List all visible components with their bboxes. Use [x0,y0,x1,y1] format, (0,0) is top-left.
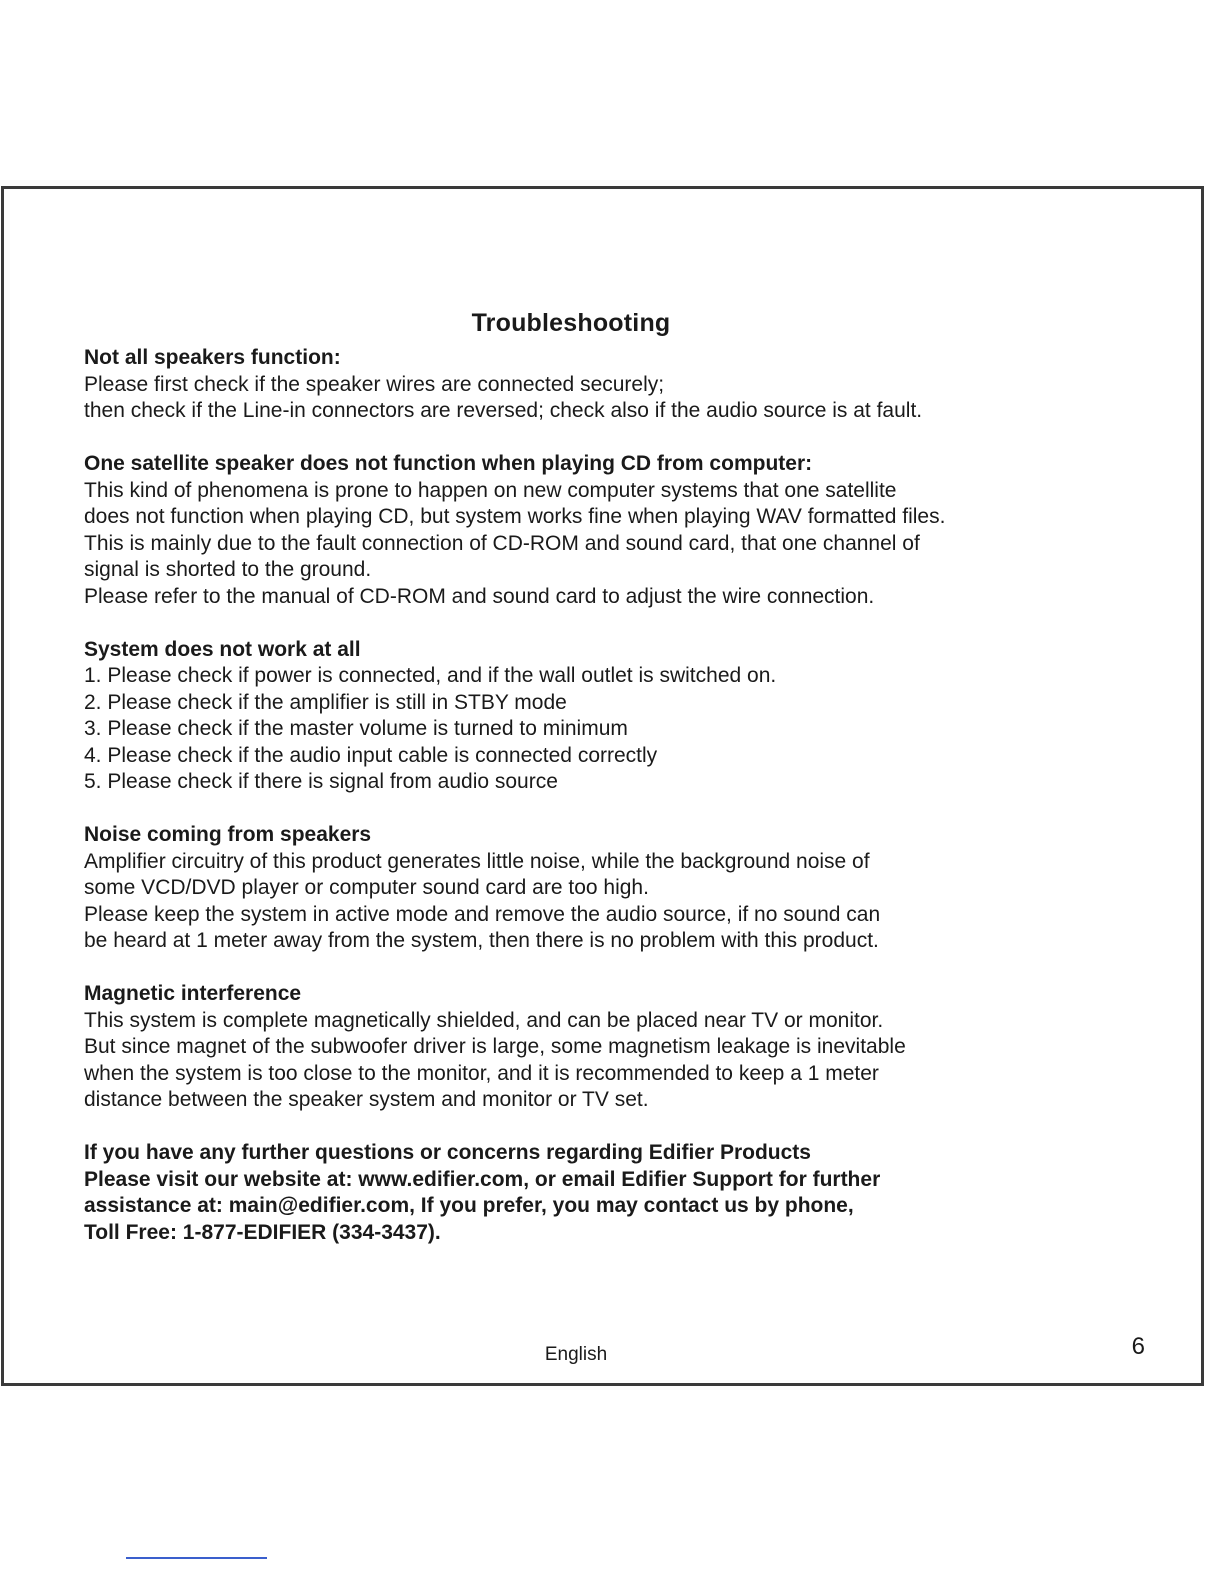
section-heading: Not all speakers function: [84,346,341,369]
contact-line: assistance at: main@edifier.com, If you prefer, you may contact us by phone, [84,1194,854,1217]
section-heading: One satellite speaker does not function when playing CD from computer: [84,452,813,475]
section-line: then check if the Line-in connectors are reversed; check also if the audio source is at fault. [84,399,923,422]
checklist-item: 1. Please check if power is connected, and if the wall outlet is switched on. [84,664,777,687]
contact-line: Toll Free: 1-877-EDIFIER (334-3437). [84,1220,441,1244]
section-line: Amplifier circuitry of this product generates little noise, while the background noise of [84,849,870,873]
section-noise [84,822,1164,955]
contact-line: If you have any further questions or concerns regarding Edifier Products [84,1141,811,1164]
section-line: some VCD/DVD player or computer sound card are too high. [84,876,649,899]
section-not-all-speakers [84,345,1164,425]
section-line: This system is complete magnetically shielded, and can be placed near TV or monitor. [84,1008,884,1032]
manual-page [1,186,1204,1386]
page-number: 6 [1131,1333,1145,1360]
section-line: This kind of phenomena is prone to happen on new computer systems that one satellite [84,478,897,502]
checklist-item: 3. Please check if the master volume is turned to minimum [84,717,628,740]
section-line: does not function when playing CD, but system works fine when playing WAV formatted files. [84,505,946,528]
section-line: signal is shorted to the ground. [84,558,372,581]
checklist-item: 5. Please check if there is signal from audio source [84,770,558,793]
section-magnetic-interference [84,981,1164,1114]
section-line: Please keep the system in active mode and remove the audio source, if no sound can [84,902,881,926]
section-one-satellite [84,451,1164,610]
troubleshooting-content [84,345,1164,1246]
section-line: This is mainly due to the fault connection of CD-ROM and sound card, that one channel of [84,531,920,555]
page-title: Troubleshooting [471,309,671,337]
section-heading: Noise coming from speakers [84,823,372,846]
checklist-item: 2. Please check if the amplifier is still in STBY mode [84,690,567,714]
section-system-not-working [84,637,1164,796]
section-line: Please first check if the speaker wires are connected securely; [84,372,665,396]
section-line: Please refer to the manual of CD-ROM and sound card to adjust the wire connection. [84,584,875,608]
section-line: distance between the speaker system and monitor or TV set. [84,1088,649,1111]
contact-line: Please visit our website at: www.edifier.com, or email Edifier Support for further [84,1167,881,1191]
bottom-divider [126,1557,267,1559]
section-line: be heard at 1 meter away from the system, then there is no problem with this product. [84,929,879,952]
footer-language: English [544,1344,608,1365]
section-line: when the system is too close to the monitor, and it is recommended to keep a 1 meter [84,1061,879,1085]
checklist-item: 4. Please check if the audio input cable is connected correctly [84,743,658,767]
section-heading: Magnetic interference [84,982,302,1005]
section-line: But since magnet of the subwoofer driver is large, some magnetism leakage is inevitable [84,1035,906,1058]
section-heading: System does not work at all [84,637,361,661]
contact-info [84,1140,1164,1246]
